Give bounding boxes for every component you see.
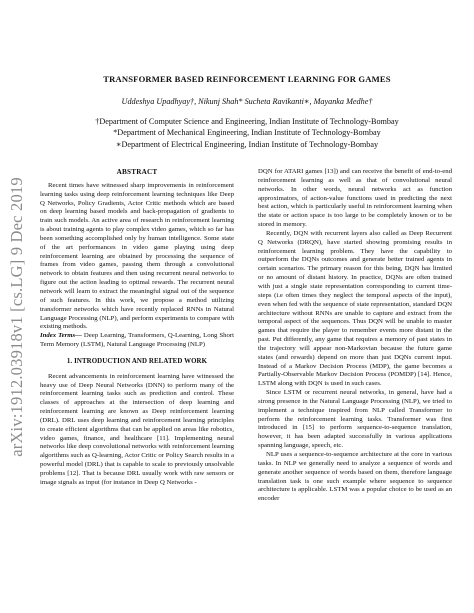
right-paragraph-4: NLP uses a sequence-to-sequence architecture at the core in various tasks. In NLP we generally need to analyze a sequence of words and generate another sequence of words based on them, therefore language translation task is one such example where sequence to sequence architecture is applicable. LSTM was a popular choice to be used as an encoder bbox=[258, 451, 452, 503]
index-terms-label: Index Terms— bbox=[40, 332, 82, 340]
right-paragraph-1: DQN for ATARI games [13]) and can receive the benefit of end-to-end reinforcement learning as well as that of convolutional neural networks. In other words, neural networks act as function approximators, of action-value functions used in predicting the next best action, which is particularly useful in reinforcement learning when the state or action space is too large to be completely known or to be stored in memory. bbox=[258, 168, 452, 229]
index-terms bbox=[40, 332, 234, 350]
paper-title: TRANSFORMER BASED REINFORCEMENT LEARNING FOR GAMES bbox=[103, 74, 391, 84]
right-column bbox=[258, 168, 452, 504]
right-paragraph-3: Since LSTM or recurrent neural networks, in general, have had a strong presence in the Natural Language Processing (NLP), we tried to implement a technique inspired from NLP called Transformer to perform the reinforcement learning tasks. Transformer was first introduced in [15] to perform sequence-to-sequence translation, however, it has been adapted successfully in various applications spanning language, speech, etc. bbox=[258, 389, 452, 450]
left-column bbox=[40, 168, 234, 488]
abstract-text: Recent times have witnessed sharp improvements in reinforcement learning tasks using deep reinforcement learning techniques like Deep Q Networks, Policy Gradients, Actor Critic methods which are based on deep learning based models and back-propagation of gradients to train such models. An active area of research in reinforcement learning is about training agents to play complex video games, which so far has been something accomplished only by human intelligence. Some state of the art performances in video game playing using deep reinforcement learning are obtained by processing the sequence of frames from video games, passing them through a convolutional network to obtain features and then using recurrent neural networks to figure out the action leading to optimal rewards. The recurrent neural network will learn to extract the meaningful signal out of the sequence of such features. In this work, we propose a method utilizing transformer networks which have recently replaced RNNs in Natural Language Processing (NLP), and perform experiments to compare with existing methods. bbox=[40, 181, 234, 331]
affiliation-mech: *Department of Mechanical Engineering, Indian Institute of Technology-Bombay bbox=[113, 128, 381, 138]
section-1-paragraph: Recent advancements in reinforcement learning have witnessed the heavy use of Deep Neural Networks (DNN) to perform many of the reinforcement learning tasks such as prediction and control. These classes of approaches at the intersection of deep learning and reinforcement learning are known as Deep reinforcement learning (DRL). DRL uses deep learning and reinforcement learning principles to create efficient algorithms that can be applied on areas like robotics, video games, finance, and healthcare [11]. Implementing neural networks like deep convolutional networks with reinforcement learning algorithms such as Q-learning, Actor Critic or Policy Search results in a powerful model (DRL) that is capable to scale to previously unsolvable problems [12]. That is because DRL usually work with raw sensors or image signals as input (for instance in Deep Q Networks - bbox=[40, 372, 234, 486]
section-1-heading: 1. INTRODUCTION AND RELATED WORK bbox=[66, 357, 208, 365]
affiliation-cse: †Department of Computer Science and Engineering, Indian Institute of Technology-Bombay bbox=[95, 117, 399, 126]
affiliation-ee: ∗Department of Electrical Engineering, Indian Institute of Technology-Bombay bbox=[115, 139, 379, 149]
author-list: Uddeshya Upadhyay†, Nikunj Shah* Sucheta Ravikanti∗, Mayanka Medhe† bbox=[121, 97, 373, 106]
index-terms-text: Deep Learning, Transformers, Q-Learning, Long Short Term Memory (LSTM), Natural Language Processing (NLP) bbox=[40, 332, 235, 349]
affiliations bbox=[40, 116, 454, 150]
arxiv-identifier-stamp bbox=[6, 152, 28, 482]
arxiv-id-text: arXiv:1912.03918v1 [cs.LG] 9 Dec 2019 bbox=[7, 177, 26, 457]
right-paragraph-2: Recently, DQN with recurrent layers also called as Deep Recurrent Q Networks (DRQN), have started showing promising results in reinforcement learning problem. They have the capability to outperform the DQNs outcomes and generate better trained agents in certain scenarios. The primary reason for this being, DQN has limited or no amount of distant history. In practice, DQNs are often trained with just a single state representation corresponding to current time-steps (i.e often times they neglect the temporal aspects of the input), even when fed with the sequence of state representation, standard DQN architecture without RNNs are unable to capture and extract from the temporal aspect of the sequences. Thus DQN will be unable to master games that require the player to remember events more distant in the past. Put differently, any game that requires a memory of past states in the trajectory will appear non-Markovian because the future game states (and rewards) depend on more than just DQNs current input. Instead of a Markov Decision Process (MDP), the game becomes a Partially-Observable Markov Decision Process (POMDP) [14]. Hence, LSTM along with DQN is used in such cases. bbox=[258, 229, 452, 388]
abstract-heading: ABSTRACT bbox=[116, 168, 158, 176]
